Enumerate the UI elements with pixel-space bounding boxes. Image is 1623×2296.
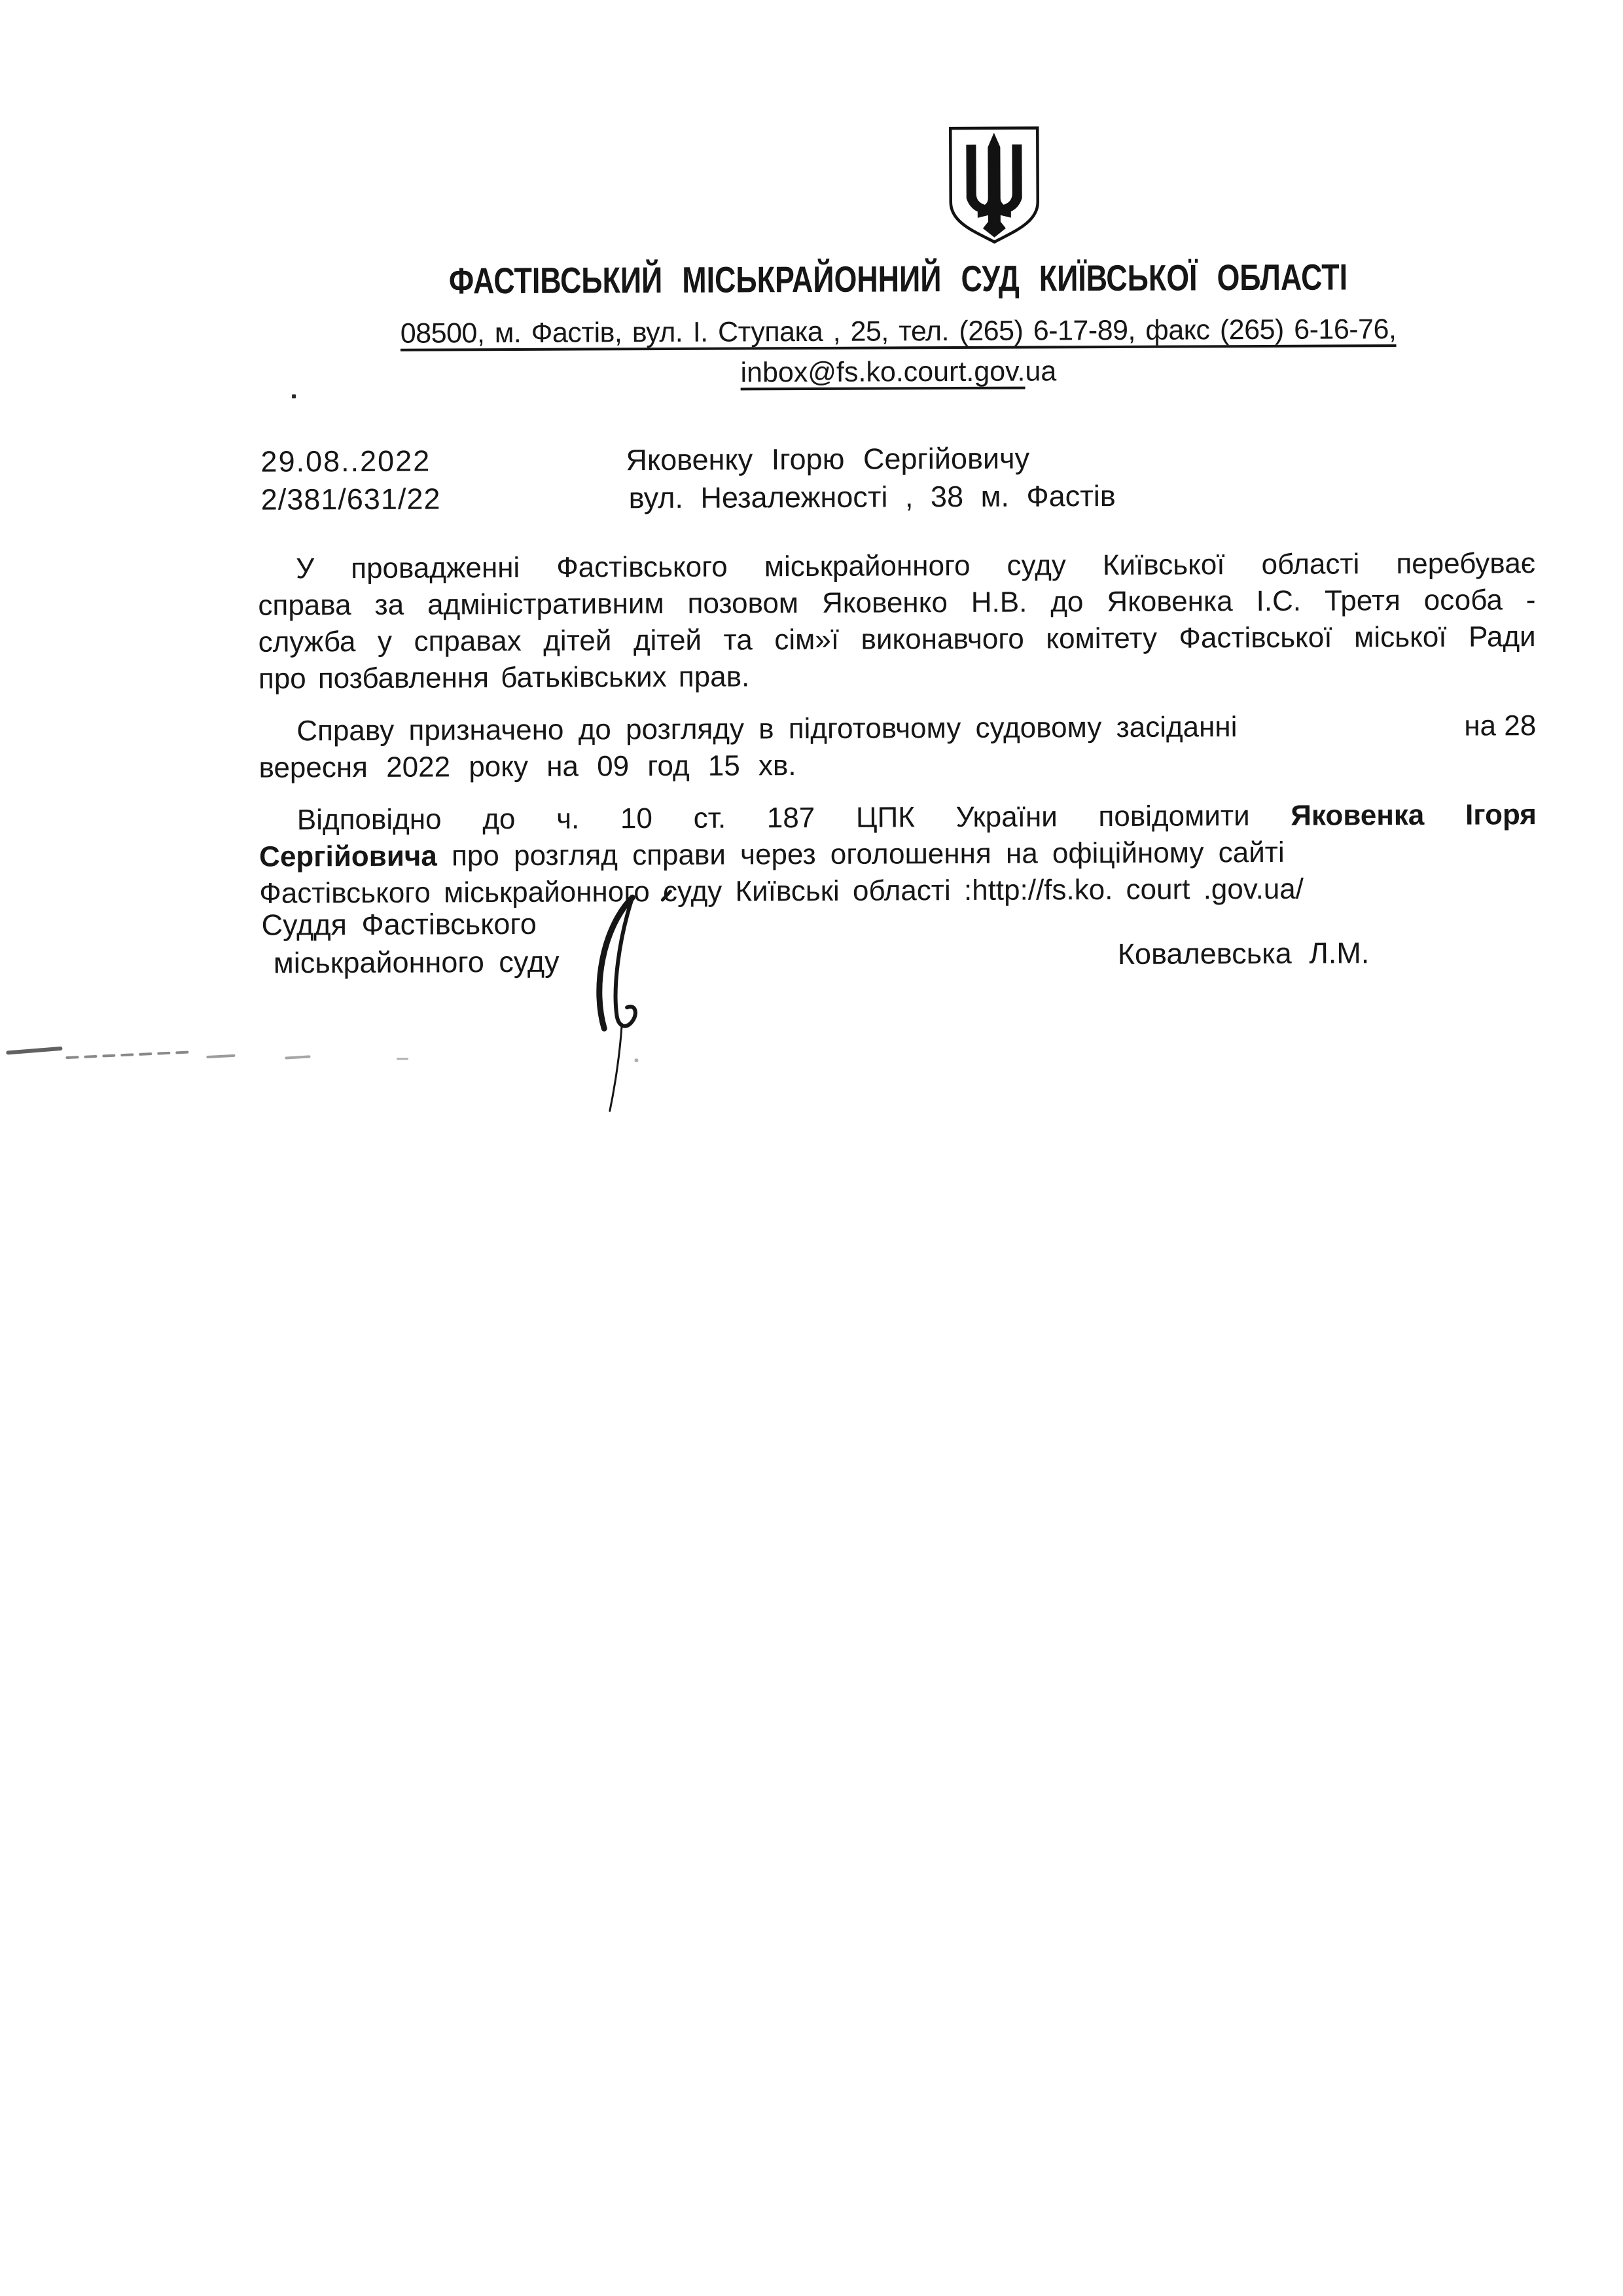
court-address-text: 08500, м. Фастів, вул. І. Ступака , 25, тел. (265) 6-17-89, факс (265) 6-16-76,	[400, 314, 1397, 350]
notification-text: про розгляд справи через оголошення на офіційному сайті	[451, 836, 1285, 872]
court-email-tail: ua	[1025, 355, 1057, 387]
addressee-name: Яковенку Ігорю Сергійовичу	[626, 441, 1030, 477]
body-line	[259, 833, 1537, 876]
body-line	[259, 797, 1537, 839]
hearing-line-right: на 28	[1464, 709, 1537, 742]
scan-smudge-artifact	[5, 1038, 659, 1067]
court-address-line	[260, 313, 1537, 351]
body-line: про позбавлення батьківських прав.	[258, 660, 750, 695]
notified-person-name: Сергійовича	[259, 840, 452, 873]
court-email-text: inbox@fs.ko.court.gov.	[740, 355, 1026, 389]
letter-date: 29.08..2022	[260, 444, 431, 478]
body-line: служба у справах дітей дітей та сім»ї виконавчого комітету Фастівської міської Ради	[258, 620, 1536, 658]
body-line: вересня 2022 року на 09 год 15 хв.	[259, 749, 796, 784]
notification-text: Відповідно до ч. 10 ст. 187 ЦПК України повідомити	[296, 799, 1291, 836]
judge-title-line2: міськрайонного суду	[273, 944, 560, 980]
court-email-line	[260, 353, 1537, 391]
body-line: У провадженні Фастівського міськрайонного суду Київської області перебуває	[296, 547, 1536, 585]
court-name-text: ФАСТІВСЬКИЙ МІСЬКРАЙОННИЙ СУД КИЇВСЬКОЇ ОБЛАСТІ	[448, 256, 1348, 302]
hearing-line-left: Справу призначено до розгляду в підготовчому судовому засіданні	[296, 711, 1238, 747]
paragraph-hearing-date	[259, 708, 1536, 787]
body-line	[259, 708, 1536, 750]
judge-title-line1: Суддя Фастівського	[261, 906, 537, 942]
judge-name: Ковалевська Л.М.	[1117, 936, 1370, 971]
case-number: 2/381/631/22	[260, 482, 441, 516]
court-name-title	[260, 258, 1536, 300]
scan-dot-artifact	[292, 394, 296, 398]
paragraph-notification	[259, 797, 1537, 912]
trident-emblem-icon	[946, 124, 1042, 246]
judge-signature	[580, 889, 699, 1126]
letter-body	[258, 545, 1537, 912]
body-line: справа за адміністративним позовом Яковенко Н.В. до Яковенка І.С. Третя особа -	[258, 584, 1536, 622]
notified-person-name: Яковенка Ігоря	[1291, 798, 1537, 832]
addressee-address: вул. Незалежності , 38 м. Фастів	[628, 478, 1116, 515]
body-line: Фастівського міськрайонного суду Київські області :http://fs.ko. court .gov.ua/	[259, 872, 1304, 910]
paragraph-case-description	[258, 545, 1536, 698]
